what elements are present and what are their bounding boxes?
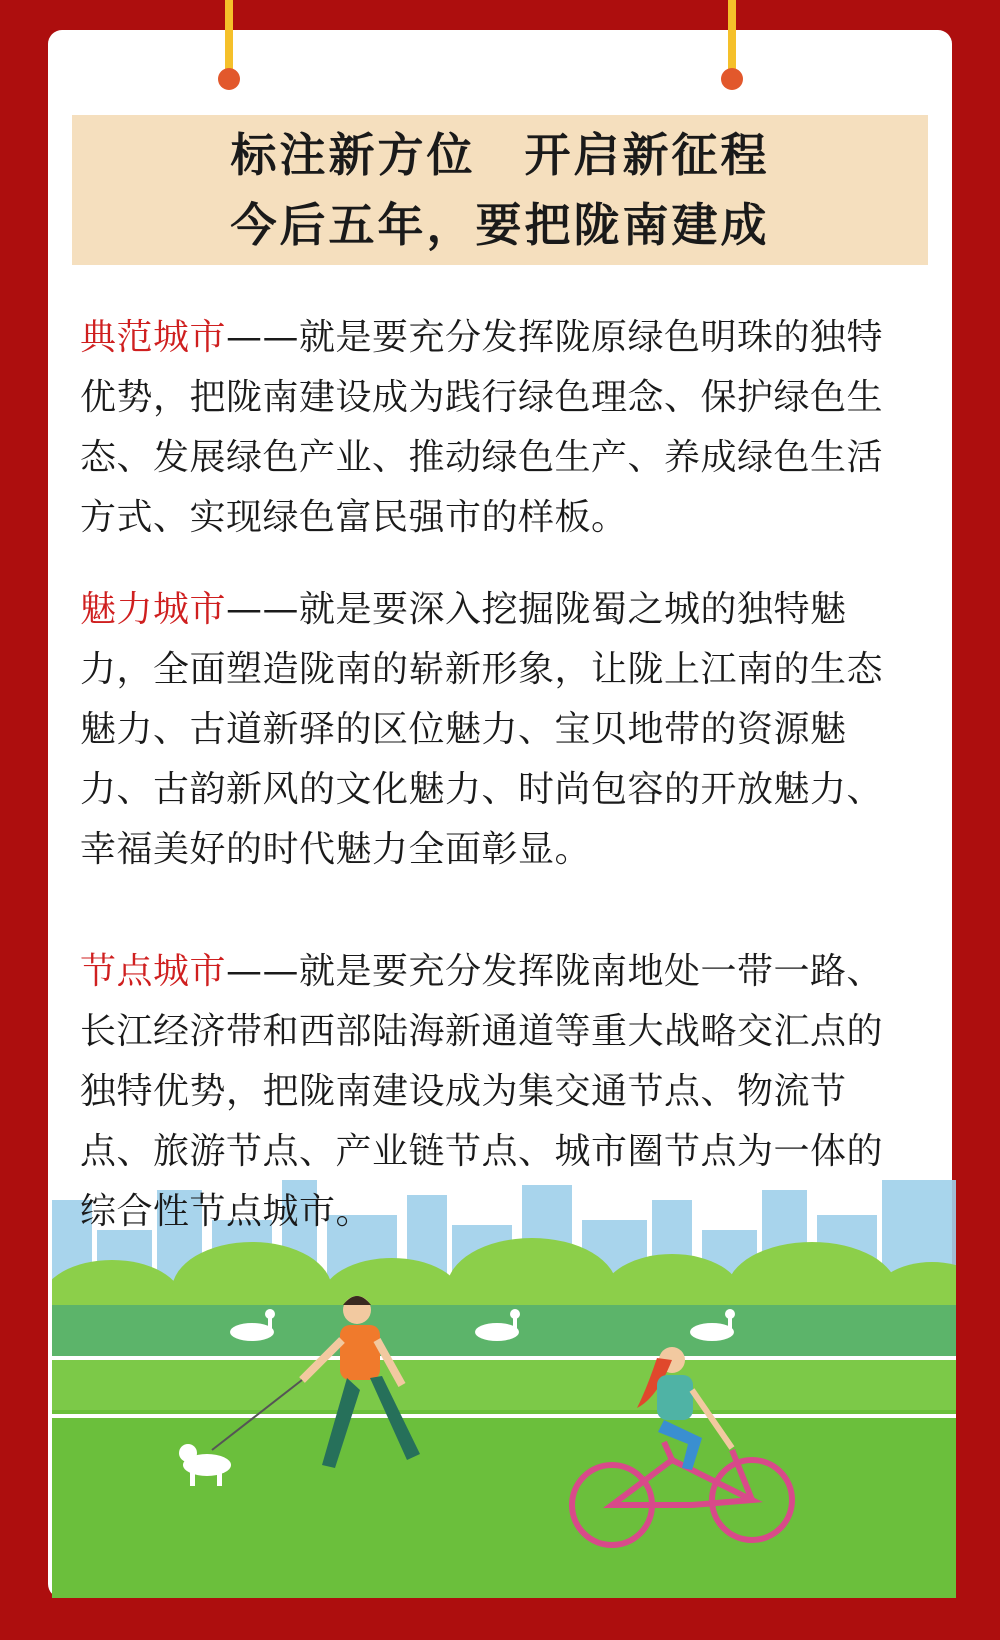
- park-illustration: [52, 1180, 956, 1598]
- title-banner: [72, 115, 928, 265]
- left-hanger-string: [225, 0, 233, 70]
- left-hanger-pin-icon: [218, 68, 240, 90]
- section-node-city: [80, 942, 900, 1242]
- section-lead: 典范城市: [80, 317, 227, 358]
- section-body: ——就是要充分发挥陇南地处一带一路、长江经济带和西部陆海新通道等重大战略交汇点的独特优势，把陇南建设成为集交通节点、物流节点、旅游节点、产业链节点、城市圈节点为一体的综合性节点城市。: [80, 951, 884, 1232]
- section-charm-city: [80, 580, 900, 880]
- section-body: ——就是要充分发挥陇原绿色明珠的独特优势，把陇南建设成为践行绿色理念、保护绿色生态、发展绿色产业、推动绿色生产、养成绿色生活方式、实现绿色富民强市的样板。: [80, 317, 884, 538]
- right-hanger-string: [728, 0, 736, 70]
- section-body: ——就是要深入挖掘陇蜀之城的独特魅力，全面塑造陇南的崭新形象，让陇上江南的生态魅力、古道新驿的区位魅力、宝贝地带的资源魅力、古韵新风的文化魅力、时尚包容的开放魅力、幸福美好的时代魅力全面彰显。: [80, 589, 884, 870]
- section-lead: 魅力城市: [80, 589, 227, 630]
- title-line-1: 标注新方位 开启新征程: [230, 128, 770, 182]
- right-hanger-pin-icon: [721, 68, 743, 90]
- section-lead: 节点城市: [80, 951, 227, 992]
- section-model-city: [80, 308, 900, 548]
- title-line-2: 今后五年，要把陇南建成: [230, 198, 770, 252]
